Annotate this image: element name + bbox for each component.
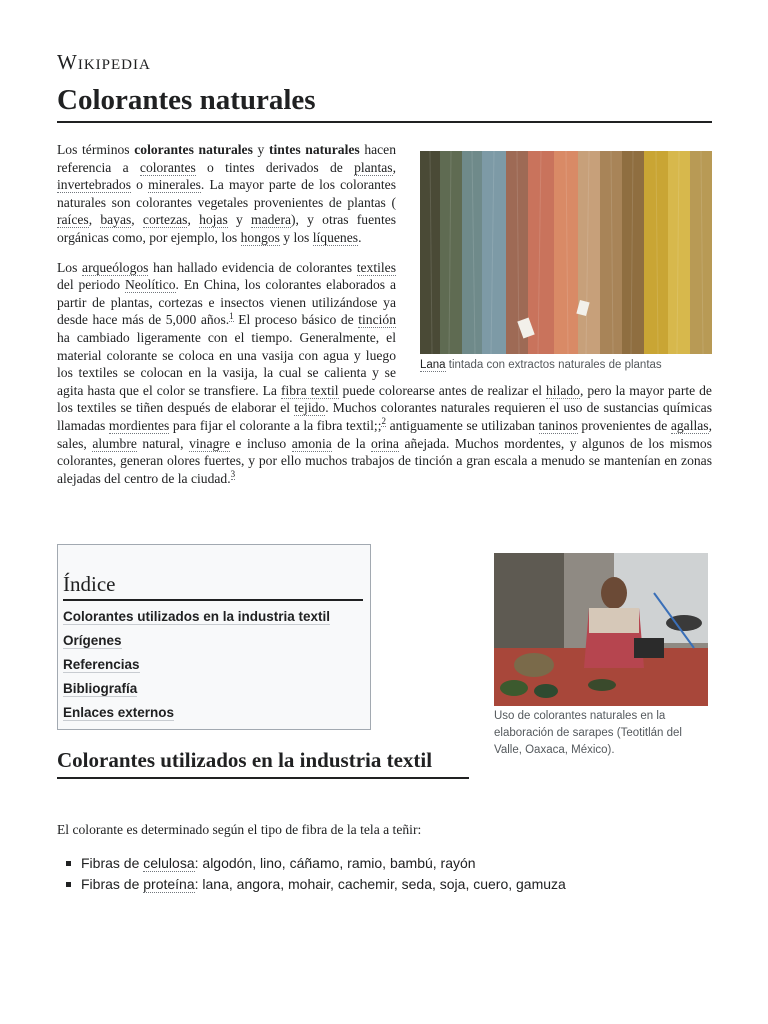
figure-yarn [420, 151, 712, 373]
yarn-image[interactable] [420, 151, 712, 354]
toc-item-colorantes[interactable]: Colorantes utilizados en la industria textil [63, 609, 331, 624]
text-run: Los [57, 259, 83, 275]
text-run: , [131, 212, 143, 228]
wiki-link[interactable]: cortezas [142, 212, 188, 228]
toc-item-referencias[interactable]: Referencias [63, 657, 140, 672]
wiki-link[interactable]: vinagre [189, 435, 230, 451]
toc-item-bibliografia[interactable]: Bibliografía [63, 681, 138, 696]
text-run: o tintes derivados de [195, 159, 355, 175]
wiki-link[interactable]: Neolítico [124, 277, 176, 293]
link-proteina[interactable]: proteína [143, 875, 195, 892]
toc-item-origenes[interactable]: Orígenes [63, 633, 122, 648]
text-run: natural, [136, 435, 190, 451]
table-of-contents [57, 544, 371, 730]
wiki-link[interactable]: tejido [294, 400, 326, 416]
text-run: para fijar el colorante a la fibra textil;; [169, 417, 382, 433]
wiki-link[interactable]: tinción [358, 312, 396, 328]
wiki-link[interactable]: textiles [356, 259, 396, 275]
reference-link[interactable]: 3 [230, 469, 236, 480]
text-run: hacen referencia a [57, 142, 397, 175]
text-run: puede colorearse antes de realizar el [338, 382, 546, 398]
text-run: El proceso básico de [233, 312, 359, 328]
figure-yarn-caption: Lana tintada con extractos naturales de plantas [420, 359, 662, 371]
wikipedia-logo[interactable]: Wikipedia [57, 50, 151, 74]
text-run: antiguamente se utilizaban [385, 417, 539, 433]
text-run: Los términos [57, 142, 135, 157]
wiki-link[interactable]: hojas [199, 212, 228, 228]
figure-sarapes [494, 553, 708, 759]
text-run: ), y otras fuentes orgánicas como, por ejemplo, los [57, 212, 397, 245]
text-run: , sales, [57, 417, 712, 451]
figure-sarapes-caption: Uso de colorantes naturales en la elaboración de sarapes (Teotitlán del Valle, Oaxaca, México). [494, 710, 682, 756]
list-item: Fibras de celulosa: algodón, lino, cáñamo, ramio, bambú, rayón [81, 853, 566, 874]
text-run: . Muchos colorantes naturales requieren el uso de sustancias químicas llamadas [57, 400, 712, 433]
toc-list [63, 605, 365, 725]
reference-link[interactable]: 2 [381, 416, 386, 427]
text-run: , [187, 212, 200, 228]
article-intro [57, 141, 712, 499]
text-run: o [130, 177, 149, 193]
text-run: . La mayor parte de los colorantes naturales son colorantes vegetales provenientes de plantas ( [57, 177, 396, 210]
fiber-list [57, 853, 566, 894]
text-run: añejada. Muchos mordentes, y algunos de los mismos colorantes, generan olores fuertes, y por ello muchos trabajos de tinción a gran escala a menudo se mantenían en zonas alejadas del centro de la ciudad. [57, 435, 712, 486]
wiki-link[interactable]: líquenes [312, 229, 359, 245]
text-run: . En China, los colorantes elaborados a partir de plantas, cortezas e insectos vienen utilizándose ya desde hace más de 5,000 años. [57, 277, 396, 328]
text-run: ha cambiado ligeramente con el tiempo. Generalmente, el material colorante se coloca en una vasija con agua y luego los textiles se colocan en la vasija, la cual se calienta y se agita hasta que el color se transfiere. La [57, 329, 396, 398]
section-heading-colorantes: Colorantes utilizados en la industria textil [57, 746, 469, 779]
wiki-link[interactable]: taninos [538, 417, 578, 433]
bold-term: colorantes naturales [134, 142, 253, 157]
text-run: de la [331, 435, 372, 451]
wiki-link[interactable]: bayas [100, 212, 132, 228]
reference-link[interactable]: 1 [229, 310, 234, 321]
wiki-link[interactable]: arqueólogos [82, 259, 149, 275]
text-run: y [227, 212, 251, 228]
text-run: provenientes de [577, 417, 671, 433]
wiki-link[interactable]: hilado [546, 382, 580, 398]
section-intro: El colorante es determinado según el tipo de fibra de la tela a teñir: [57, 822, 422, 837]
text-run: han hallado evidencia de colorantes [148, 259, 357, 275]
list-item: Fibras de proteína: lana, angora, mohair, cachemir, seda, soja, cuero, gamuza [81, 874, 566, 895]
sarapes-image[interactable] [494, 553, 708, 706]
text-run: , pero la mayor parte de los textiles se tiñen después de elaborar el [57, 382, 712, 416]
text-run: , [392, 159, 396, 175]
text-run: y [252, 142, 269, 157]
text-run: e incluso [229, 435, 292, 451]
text-run: del periodo [57, 277, 125, 293]
wiki-link[interactable]: minerales [148, 177, 201, 193]
bold-term: tintes naturales [268, 142, 360, 157]
wiki-link[interactable]: plantas [354, 159, 393, 175]
caption-link-lana[interactable]: Lana [420, 359, 446, 371]
wiki-link[interactable]: hongos [240, 229, 280, 245]
text-run: y los [279, 229, 313, 245]
wiki-link[interactable]: alumbre [92, 435, 137, 451]
text-run: . [358, 229, 362, 245]
toc-title: Índice [63, 572, 363, 601]
text-run: , [88, 212, 101, 228]
wiki-link[interactable]: amonia [291, 435, 332, 451]
wiki-link[interactable]: raíces [57, 212, 89, 228]
wiki-link[interactable]: fibra textil [280, 382, 339, 398]
link-celulosa[interactable]: celulosa [143, 855, 195, 871]
wiki-link[interactable]: mordientes [108, 417, 170, 433]
page-title: Colorantes naturales [57, 84, 712, 123]
wiki-link[interactable]: invertebrados [57, 177, 131, 193]
wiki-link[interactable]: orina [371, 435, 399, 451]
toc-item-enlaces[interactable]: Enlaces externos [63, 705, 175, 720]
wiki-link[interactable]: agallas [670, 417, 709, 433]
wiki-link[interactable]: colorantes [139, 159, 196, 175]
wiki-link[interactable]: madera [251, 212, 291, 228]
